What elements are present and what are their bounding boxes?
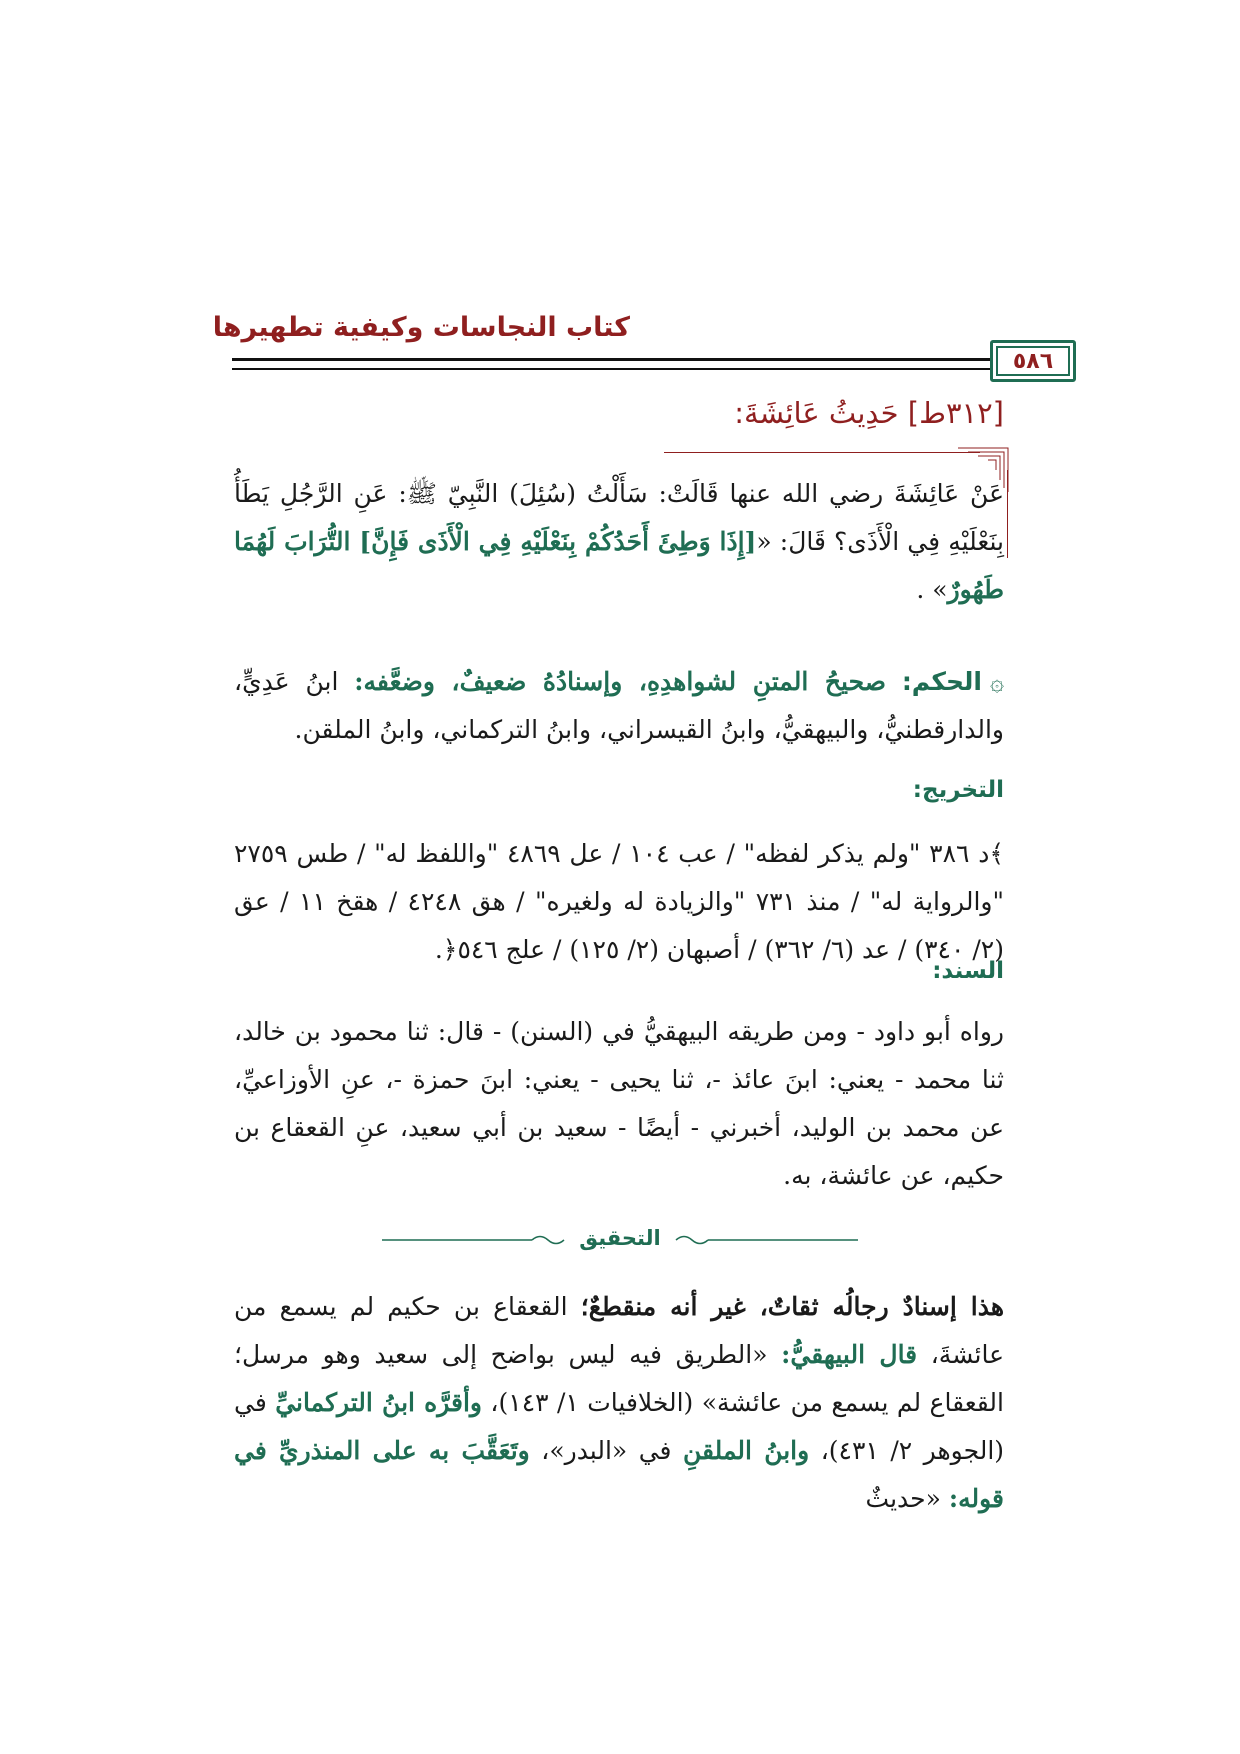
- header-rule-top: [232, 358, 1030, 361]
- tahqiq-turkmani: وأقرَّه ابنُ التركمانيِّ: [275, 1388, 483, 1417]
- tahqiq-mulaqqin: وابنُ الملقنِ: [682, 1436, 810, 1465]
- tahqiq-verdict: هذا إسنادٌ رجالُه ثقاتٌ، غير أنه منقطعٌ؛: [580, 1292, 1005, 1321]
- tahqiq-label: التحقيق: [579, 1226, 661, 1250]
- tahqiq-bayhaqi: قال البيهقيُّ:: [781, 1340, 918, 1369]
- sanad-label: السند:: [932, 958, 1004, 984]
- medallion-icon: ۞: [989, 668, 1004, 696]
- takhrij-label: التخريج:: [912, 777, 1004, 803]
- tahqiq-paragraph: [234, 1283, 1004, 1523]
- hadith-text: [234, 470, 1004, 614]
- tahqiq-text-1: القعقاع بن حكيم لم يسمع من عائشةَ،: [234, 1292, 1005, 1369]
- frame-side-line: [1007, 470, 1008, 558]
- tahqiq-text-2: «الطريق فيه ليس بواضح إلى سعيد وهو مرسل؛ القعقاع لم يسمع من عائشة» (الخلافيات ١/ ١٤٣)،: [234, 1340, 1004, 1417]
- hadith-heading: [٣١٢ط] حَدِيثُ عَائِشَةَ:: [734, 396, 1004, 430]
- hadith-tail: » .: [916, 575, 948, 604]
- tahqiq-text-4: في «البدر»،: [529, 1436, 683, 1465]
- ruling-paragraph: [234, 658, 1004, 754]
- page-number-box: [990, 340, 1076, 382]
- tahqiq-text-3: في (الجوهر ٢/ ٤٣١)،: [234, 1388, 1005, 1465]
- tahqiq-mundhiri: وتَعَقَّبَ به على المنذريِّ في قوله:: [234, 1436, 1004, 1513]
- tahqiq-text-5: «حديثٌ: [865, 1484, 949, 1513]
- hadith-emphasis: [إِذَا وَطِئَ أَحَدُكُمْ بِنَعْلَيْهِ فِي الْأَذَى فَإِنَّ] التُّرَابَ لَهُمَا طَهُورٌ: [234, 527, 1004, 604]
- book-title: كتاب النجاسات وكيفية تطهيرها: [212, 312, 630, 343]
- ruling-verdict: صحيحُ المتنِ لشواهدِهِ، وإسنادُهُ ضعيفٌ، وضعَّفه:: [354, 667, 886, 696]
- header-rule-bottom: [232, 368, 1030, 370]
- ruling-rest: ابنُ عَدِيٍّ، والدارقطنيُّ، والبيهقيُّ، وابنُ القيسراني، وابنُ التركماني، وابنُ الملقن.: [234, 667, 1004, 744]
- hadith-lead: عَنْ عَائِشَةَ رضي الله عنها قَالَتْ: سَأَلْتُ (سُئِلَ) النَّبِيّ ﷺ: عَنِ الرَّجُلِ يَطَأُ بِنَعْلَيْهِ فِي الْأَذَى؟ قَالَ: «: [234, 479, 1004, 556]
- takhrij-text: ﴾د ٣٨٦ "ولم يذكر لفظه" / عب ١٠٤ / عل ٤٨٦٩ "واللفظ له" / طس ٢٧٥٩ "والرواية له" / منذ ٧٣١ "والزيادة له ولغيره" / هق ٤٢٤٨ / هقخ ١١ / عق (٢/ ٣٤٠) / عد (٦/ ٣٦٢) / أصبهان (٢/ ١٢٥) / علج ٥٤٦﴿.: [234, 839, 1004, 964]
- sanad-text: رواه أبو داود - ومن طريقه البيهقيُّ في (السنن) - قال: ثنا محمود بن خالد، ثنا محمد - يعني: ابنَ عائذ -، ثنا يحيى - يعني: ابنَ حمزة -، عنِ الأوزاعيِّ، عن محمد بن الوليد، أخبرني - أيضًا - سعيد بن أبي سعيد، عنِ القعقاع بن حكيم، عن عائشة، به.: [234, 1017, 1004, 1190]
- frame-top-line: [664, 452, 980, 453]
- page-number: ٥٨٦: [1012, 348, 1054, 374]
- ruling-label: الحكم:: [901, 667, 982, 696]
